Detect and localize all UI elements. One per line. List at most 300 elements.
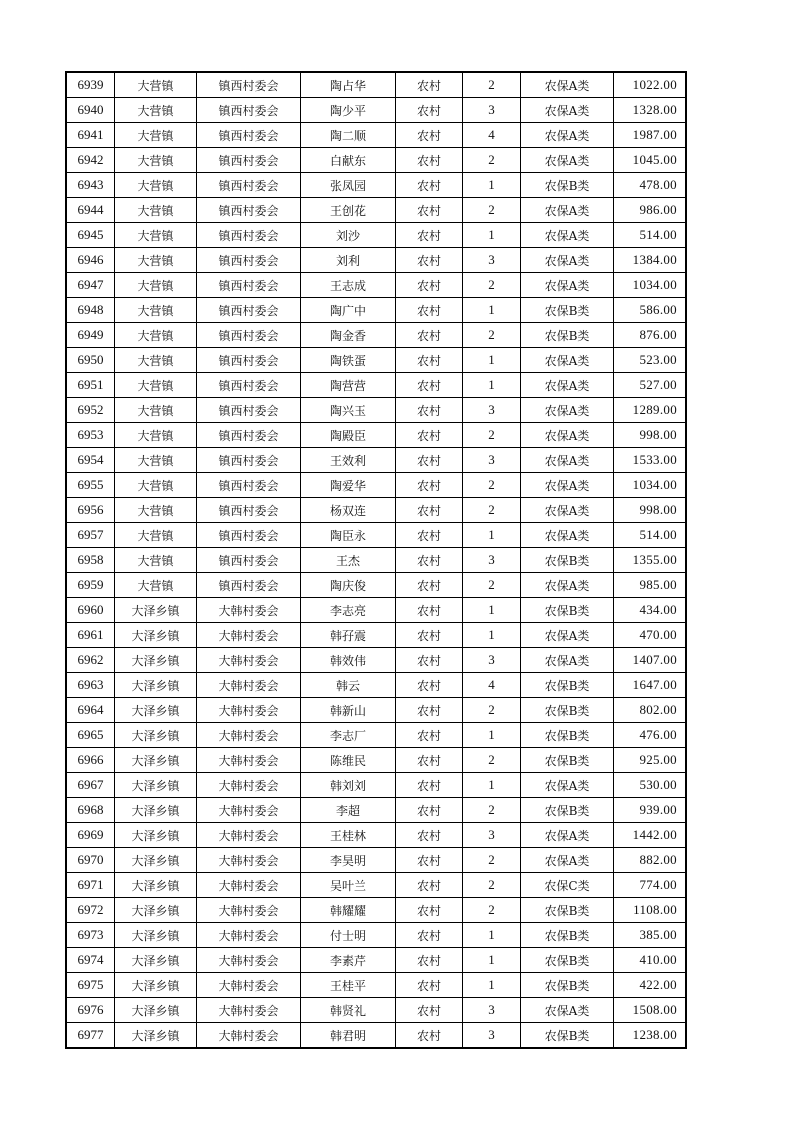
area-type-cell: 农村 [396, 248, 463, 273]
village-committee-cell: 大韩村委会 [197, 773, 301, 798]
amount-cell: 998.00 [614, 423, 686, 448]
table-body [67, 73, 686, 1048]
name-cell: 王效利 [301, 448, 396, 473]
household-size-cell: 2 [463, 573, 521, 598]
insurance-category-cell: 农保A类 [521, 223, 614, 248]
amount-cell: 1384.00 [614, 248, 686, 273]
amount-cell: 1647.00 [614, 673, 686, 698]
serial-number-cell: 6964 [67, 698, 115, 723]
insurance-category-cell: 农保B类 [521, 548, 614, 573]
town-cell: 大营镇 [115, 148, 197, 173]
village-committee-cell: 大韩村委会 [197, 973, 301, 998]
insurance-category-cell: 农保B类 [521, 673, 614, 698]
name-cell: 白献东 [301, 148, 396, 173]
town-cell: 大泽乡镇 [115, 973, 197, 998]
household-size-cell: 1 [463, 223, 521, 248]
area-type-cell: 农村 [396, 73, 463, 98]
serial-number-cell: 6950 [67, 348, 115, 373]
household-size-cell: 4 [463, 123, 521, 148]
village-committee-cell: 大韩村委会 [197, 873, 301, 898]
table-row [67, 823, 686, 848]
serial-number-cell: 6954 [67, 448, 115, 473]
village-committee-cell: 镇西村委会 [197, 398, 301, 423]
name-cell: 王桂平 [301, 973, 396, 998]
insurance-category-cell: 农保B类 [521, 298, 614, 323]
household-size-cell: 1 [463, 723, 521, 748]
town-cell: 大泽乡镇 [115, 748, 197, 773]
town-cell: 大泽乡镇 [115, 873, 197, 898]
town-cell: 大营镇 [115, 373, 197, 398]
table-row [67, 123, 686, 148]
serial-number-cell: 6973 [67, 923, 115, 948]
household-size-cell: 3 [463, 398, 521, 423]
insurance-category-cell: 农保A类 [521, 573, 614, 598]
insurance-category-cell: 农保A类 [521, 823, 614, 848]
name-cell: 李超 [301, 798, 396, 823]
serial-number-cell: 6965 [67, 723, 115, 748]
village-committee-cell: 大韩村委会 [197, 998, 301, 1023]
name-cell: 李志亮 [301, 598, 396, 623]
household-size-cell: 3 [463, 448, 521, 473]
insurance-category-cell: 农保B类 [521, 973, 614, 998]
village-committee-cell: 镇西村委会 [197, 148, 301, 173]
serial-number-cell: 6977 [67, 1023, 115, 1048]
village-committee-cell: 镇西村委会 [197, 298, 301, 323]
name-cell: 陶兴玉 [301, 398, 396, 423]
serial-number-cell: 6952 [67, 398, 115, 423]
name-cell: 韩孖震 [301, 623, 396, 648]
amount-cell: 1108.00 [614, 898, 686, 923]
area-type-cell: 农村 [396, 423, 463, 448]
serial-number-cell: 6945 [67, 223, 115, 248]
village-committee-cell: 大韩村委会 [197, 898, 301, 923]
serial-number-cell: 6969 [67, 823, 115, 848]
area-type-cell: 农村 [396, 798, 463, 823]
town-cell: 大泽乡镇 [115, 848, 197, 873]
amount-cell: 385.00 [614, 923, 686, 948]
area-type-cell: 农村 [396, 598, 463, 623]
amount-cell: 1034.00 [614, 273, 686, 298]
serial-number-cell: 6966 [67, 748, 115, 773]
insurance-category-cell: 农保A类 [521, 123, 614, 148]
household-size-cell: 1 [463, 623, 521, 648]
serial-number-cell: 6971 [67, 873, 115, 898]
area-type-cell: 农村 [396, 473, 463, 498]
table-row [67, 248, 686, 273]
table-row [67, 698, 686, 723]
village-committee-cell: 大韩村委会 [197, 1023, 301, 1048]
household-size-cell: 1 [463, 173, 521, 198]
town-cell: 大泽乡镇 [115, 773, 197, 798]
table-row [67, 173, 686, 198]
area-type-cell: 农村 [396, 573, 463, 598]
table-row [67, 473, 686, 498]
table-row [67, 1023, 686, 1048]
table-row [67, 348, 686, 373]
town-cell: 大泽乡镇 [115, 798, 197, 823]
town-cell: 大营镇 [115, 523, 197, 548]
amount-cell: 530.00 [614, 773, 686, 798]
serial-number-cell: 6967 [67, 773, 115, 798]
amount-cell: 523.00 [614, 348, 686, 373]
village-committee-cell: 镇西村委会 [197, 573, 301, 598]
village-committee-cell: 大韩村委会 [197, 648, 301, 673]
insurance-category-cell: 农保B类 [521, 323, 614, 348]
insurance-category-cell: 农保A类 [521, 398, 614, 423]
name-cell: 韩云 [301, 673, 396, 698]
table-row [67, 198, 686, 223]
household-size-cell: 1 [463, 773, 521, 798]
village-committee-cell: 大韩村委会 [197, 823, 301, 848]
town-cell: 大泽乡镇 [115, 1023, 197, 1048]
name-cell: 陶臣永 [301, 523, 396, 548]
insurance-category-cell: 农保A类 [521, 473, 614, 498]
town-cell: 大泽乡镇 [115, 598, 197, 623]
amount-cell: 410.00 [614, 948, 686, 973]
household-size-cell: 2 [463, 323, 521, 348]
amount-cell: 925.00 [614, 748, 686, 773]
town-cell: 大营镇 [115, 448, 197, 473]
serial-number-cell: 6963 [67, 673, 115, 698]
village-committee-cell: 大韩村委会 [197, 923, 301, 948]
table-row [67, 323, 686, 348]
town-cell: 大营镇 [115, 248, 197, 273]
town-cell: 大营镇 [115, 98, 197, 123]
serial-number-cell: 6957 [67, 523, 115, 548]
household-size-cell: 3 [463, 248, 521, 273]
amount-cell: 422.00 [614, 973, 686, 998]
table-row [67, 398, 686, 423]
town-cell: 大营镇 [115, 548, 197, 573]
name-cell: 王创花 [301, 198, 396, 223]
amount-cell: 1442.00 [614, 823, 686, 848]
insurance-category-cell: 农保B类 [521, 598, 614, 623]
serial-number-cell: 6955 [67, 473, 115, 498]
area-type-cell: 农村 [396, 298, 463, 323]
town-cell: 大营镇 [115, 423, 197, 448]
insurance-category-cell: 农保A类 [521, 773, 614, 798]
village-committee-cell: 大韩村委会 [197, 798, 301, 823]
town-cell: 大泽乡镇 [115, 823, 197, 848]
village-committee-cell: 镇西村委会 [197, 98, 301, 123]
serial-number-cell: 6943 [67, 173, 115, 198]
household-size-cell: 2 [463, 898, 521, 923]
village-committee-cell: 镇西村委会 [197, 223, 301, 248]
name-cell: 张凤园 [301, 173, 396, 198]
document-page [66, 72, 686, 1048]
table-row [67, 798, 686, 823]
serial-number-cell: 6970 [67, 848, 115, 873]
area-type-cell: 农村 [396, 623, 463, 648]
table-row [67, 298, 686, 323]
insurance-category-cell: 农保A类 [521, 523, 614, 548]
table-row [67, 648, 686, 673]
area-type-cell: 农村 [396, 998, 463, 1023]
serial-number-cell: 6939 [67, 73, 115, 98]
name-cell: 韩刘刘 [301, 773, 396, 798]
town-cell: 大泽乡镇 [115, 998, 197, 1023]
name-cell: 陶殿臣 [301, 423, 396, 448]
serial-number-cell: 6958 [67, 548, 115, 573]
village-committee-cell: 镇西村委会 [197, 548, 301, 573]
table-row [67, 498, 686, 523]
table-row [67, 923, 686, 948]
amount-cell: 802.00 [614, 698, 686, 723]
name-cell: 杨双连 [301, 498, 396, 523]
assistance-table [66, 72, 686, 1048]
area-type-cell: 农村 [396, 398, 463, 423]
serial-number-cell: 6940 [67, 98, 115, 123]
serial-number-cell: 6960 [67, 598, 115, 623]
amount-cell: 476.00 [614, 723, 686, 748]
area-type-cell: 农村 [396, 973, 463, 998]
town-cell: 大泽乡镇 [115, 898, 197, 923]
insurance-category-cell: 农保B类 [521, 748, 614, 773]
household-size-cell: 2 [463, 873, 521, 898]
area-type-cell: 农村 [396, 873, 463, 898]
name-cell: 韩新山 [301, 698, 396, 723]
name-cell: 陶爱华 [301, 473, 396, 498]
table-row [67, 548, 686, 573]
table-row [67, 873, 686, 898]
serial-number-cell: 6953 [67, 423, 115, 448]
serial-number-cell: 6974 [67, 948, 115, 973]
serial-number-cell: 6942 [67, 148, 115, 173]
amount-cell: 1407.00 [614, 648, 686, 673]
town-cell: 大营镇 [115, 73, 197, 98]
table-row [67, 598, 686, 623]
town-cell: 大营镇 [115, 473, 197, 498]
serial-number-cell: 6947 [67, 273, 115, 298]
area-type-cell: 农村 [396, 373, 463, 398]
amount-cell: 1238.00 [614, 1023, 686, 1048]
table-row [67, 748, 686, 773]
serial-number-cell: 6968 [67, 798, 115, 823]
insurance-category-cell: 农保A类 [521, 148, 614, 173]
household-size-cell: 3 [463, 98, 521, 123]
table-row [67, 673, 686, 698]
table-row [67, 998, 686, 1023]
household-size-cell: 1 [463, 298, 521, 323]
area-type-cell: 农村 [396, 848, 463, 873]
name-cell: 李昊明 [301, 848, 396, 873]
town-cell: 大泽乡镇 [115, 623, 197, 648]
name-cell: 王志成 [301, 273, 396, 298]
table-row [67, 148, 686, 173]
insurance-category-cell: 农保A类 [521, 498, 614, 523]
household-size-cell: 2 [463, 848, 521, 873]
area-type-cell: 农村 [396, 1023, 463, 1048]
insurance-category-cell: 农保B类 [521, 1023, 614, 1048]
household-size-cell: 2 [463, 498, 521, 523]
village-committee-cell: 镇西村委会 [197, 123, 301, 148]
serial-number-cell: 6976 [67, 998, 115, 1023]
insurance-category-cell: 农保B类 [521, 798, 614, 823]
town-cell: 大营镇 [115, 398, 197, 423]
household-size-cell: 4 [463, 673, 521, 698]
insurance-category-cell: 农保A类 [521, 373, 614, 398]
amount-cell: 998.00 [614, 498, 686, 523]
amount-cell: 586.00 [614, 298, 686, 323]
area-type-cell: 农村 [396, 273, 463, 298]
area-type-cell: 农村 [396, 323, 463, 348]
insurance-category-cell: 农保B类 [521, 723, 614, 748]
serial-number-cell: 6944 [67, 198, 115, 223]
household-size-cell: 2 [463, 748, 521, 773]
household-size-cell: 1 [463, 373, 521, 398]
name-cell: 李志厂 [301, 723, 396, 748]
amount-cell: 774.00 [614, 873, 686, 898]
area-type-cell: 农村 [396, 348, 463, 373]
village-committee-cell: 镇西村委会 [197, 73, 301, 98]
village-committee-cell: 镇西村委会 [197, 373, 301, 398]
town-cell: 大营镇 [115, 173, 197, 198]
name-cell: 付士明 [301, 923, 396, 948]
household-size-cell: 2 [463, 73, 521, 98]
town-cell: 大营镇 [115, 198, 197, 223]
amount-cell: 1355.00 [614, 548, 686, 573]
name-cell: 刘沙 [301, 223, 396, 248]
amount-cell: 939.00 [614, 798, 686, 823]
area-type-cell: 农村 [396, 98, 463, 123]
insurance-category-cell: 农保A类 [521, 198, 614, 223]
insurance-category-cell: 农保A类 [521, 73, 614, 98]
town-cell: 大泽乡镇 [115, 923, 197, 948]
household-size-cell: 3 [463, 648, 521, 673]
household-size-cell: 1 [463, 948, 521, 973]
serial-number-cell: 6956 [67, 498, 115, 523]
insurance-category-cell: 农保A类 [521, 348, 614, 373]
name-cell: 陶广中 [301, 298, 396, 323]
village-committee-cell: 镇西村委会 [197, 323, 301, 348]
table-row [67, 448, 686, 473]
village-committee-cell: 镇西村委会 [197, 348, 301, 373]
table-row [67, 848, 686, 873]
town-cell: 大泽乡镇 [115, 723, 197, 748]
village-committee-cell: 大韩村委会 [197, 673, 301, 698]
household-size-cell: 2 [463, 423, 521, 448]
serial-number-cell: 6946 [67, 248, 115, 273]
insurance-category-cell: 农保B类 [521, 698, 614, 723]
area-type-cell: 农村 [396, 523, 463, 548]
insurance-category-cell: 农保B类 [521, 898, 614, 923]
table-row [67, 73, 686, 98]
amount-cell: 986.00 [614, 198, 686, 223]
area-type-cell: 农村 [396, 223, 463, 248]
area-type-cell: 农村 [396, 548, 463, 573]
table-row [67, 373, 686, 398]
amount-cell: 1045.00 [614, 148, 686, 173]
table-row [67, 898, 686, 923]
village-committee-cell: 镇西村委会 [197, 173, 301, 198]
area-type-cell: 农村 [396, 448, 463, 473]
name-cell: 吴叶兰 [301, 873, 396, 898]
insurance-category-cell: 农保A类 [521, 998, 614, 1023]
name-cell: 陶占华 [301, 73, 396, 98]
area-type-cell: 农村 [396, 898, 463, 923]
insurance-category-cell: 农保A类 [521, 273, 614, 298]
household-size-cell: 2 [463, 473, 521, 498]
area-type-cell: 农村 [396, 948, 463, 973]
village-committee-cell: 大韩村委会 [197, 723, 301, 748]
household-size-cell: 3 [463, 998, 521, 1023]
name-cell: 陶铁蛋 [301, 348, 396, 373]
household-size-cell: 2 [463, 698, 521, 723]
area-type-cell: 农村 [396, 823, 463, 848]
town-cell: 大营镇 [115, 573, 197, 598]
serial-number-cell: 6975 [67, 973, 115, 998]
amount-cell: 434.00 [614, 598, 686, 623]
table-row [67, 223, 686, 248]
amount-cell: 1328.00 [614, 98, 686, 123]
table-row [67, 523, 686, 548]
table-row [67, 98, 686, 123]
amount-cell: 1533.00 [614, 448, 686, 473]
village-committee-cell: 镇西村委会 [197, 273, 301, 298]
name-cell: 王杰 [301, 548, 396, 573]
town-cell: 大营镇 [115, 298, 197, 323]
household-size-cell: 1 [463, 973, 521, 998]
amount-cell: 527.00 [614, 373, 686, 398]
amount-cell: 882.00 [614, 848, 686, 873]
insurance-category-cell: 农保A类 [521, 648, 614, 673]
name-cell: 韩耀耀 [301, 898, 396, 923]
household-size-cell: 2 [463, 148, 521, 173]
village-committee-cell: 大韩村委会 [197, 748, 301, 773]
household-size-cell: 3 [463, 1023, 521, 1048]
village-committee-cell: 镇西村委会 [197, 473, 301, 498]
village-committee-cell: 大韩村委会 [197, 623, 301, 648]
village-committee-cell: 镇西村委会 [197, 523, 301, 548]
household-size-cell: 2 [463, 198, 521, 223]
insurance-category-cell: 农保A类 [521, 448, 614, 473]
name-cell: 韩效伟 [301, 648, 396, 673]
town-cell: 大营镇 [115, 348, 197, 373]
serial-number-cell: 6961 [67, 623, 115, 648]
amount-cell: 876.00 [614, 323, 686, 348]
amount-cell: 514.00 [614, 223, 686, 248]
insurance-category-cell: 农保B类 [521, 948, 614, 973]
table-row [67, 723, 686, 748]
table-row [67, 773, 686, 798]
table-row [67, 948, 686, 973]
serial-number-cell: 6962 [67, 648, 115, 673]
table-row [67, 423, 686, 448]
serial-number-cell: 6959 [67, 573, 115, 598]
household-size-cell: 1 [463, 923, 521, 948]
village-committee-cell: 大韩村委会 [197, 698, 301, 723]
area-type-cell: 农村 [396, 723, 463, 748]
area-type-cell: 农村 [396, 648, 463, 673]
area-type-cell: 农村 [396, 173, 463, 198]
amount-cell: 470.00 [614, 623, 686, 648]
area-type-cell: 农村 [396, 148, 463, 173]
amount-cell: 514.00 [614, 523, 686, 548]
name-cell: 刘利 [301, 248, 396, 273]
insurance-category-cell: 农保B类 [521, 923, 614, 948]
household-size-cell: 3 [463, 823, 521, 848]
town-cell: 大泽乡镇 [115, 948, 197, 973]
serial-number-cell: 6941 [67, 123, 115, 148]
village-committee-cell: 大韩村委会 [197, 848, 301, 873]
town-cell: 大营镇 [115, 273, 197, 298]
town-cell: 大营镇 [115, 323, 197, 348]
name-cell: 韩贤礼 [301, 998, 396, 1023]
area-type-cell: 农村 [396, 198, 463, 223]
village-committee-cell: 镇西村委会 [197, 498, 301, 523]
name-cell: 陶少平 [301, 98, 396, 123]
village-committee-cell: 大韩村委会 [197, 598, 301, 623]
